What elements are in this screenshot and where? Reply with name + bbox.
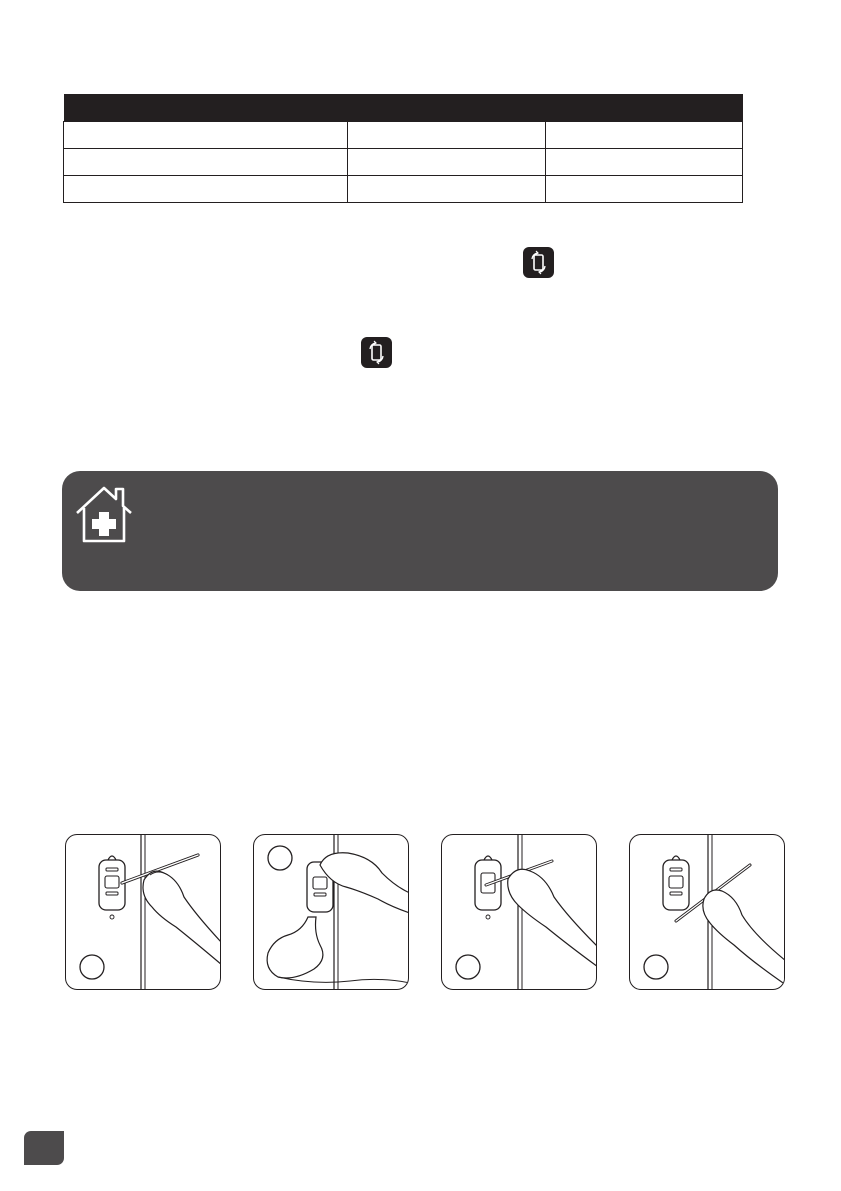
table-cell: [546, 149, 743, 176]
info-banner: [62, 471, 778, 591]
table-row: [64, 149, 743, 176]
step-panel-2: [253, 834, 409, 990]
table-header-row: [64, 94, 743, 122]
hand-probe-lower-illustration: [630, 835, 785, 990]
table-row: [64, 122, 743, 149]
table-cell: [546, 122, 743, 149]
spec-table: [63, 94, 743, 203]
table-header-cell: [348, 94, 546, 122]
table-cell: [348, 176, 546, 203]
rotate-device-icon: [523, 247, 554, 278]
step-panel-1: [65, 834, 221, 990]
table-header-cell: [64, 94, 348, 122]
hand-probe-step-illustration: [66, 835, 221, 990]
two-hands-press-button-illustration: [254, 835, 409, 990]
rotate-device-icon: [361, 337, 392, 368]
table-cell: [64, 149, 348, 176]
table-row: [64, 176, 743, 203]
table-cell: [546, 176, 743, 203]
table-cell: [348, 122, 546, 149]
step-panel-3: [441, 834, 597, 990]
table-cell: [64, 176, 348, 203]
step-panel-4: [629, 834, 785, 990]
table-cell: [64, 122, 348, 149]
house-medical-cross-icon: [73, 483, 135, 545]
table-header-cell: [546, 94, 743, 122]
page-number-badge: [24, 1131, 64, 1165]
table-cell: [348, 149, 546, 176]
hand-probe-center-illustration: [442, 835, 597, 990]
